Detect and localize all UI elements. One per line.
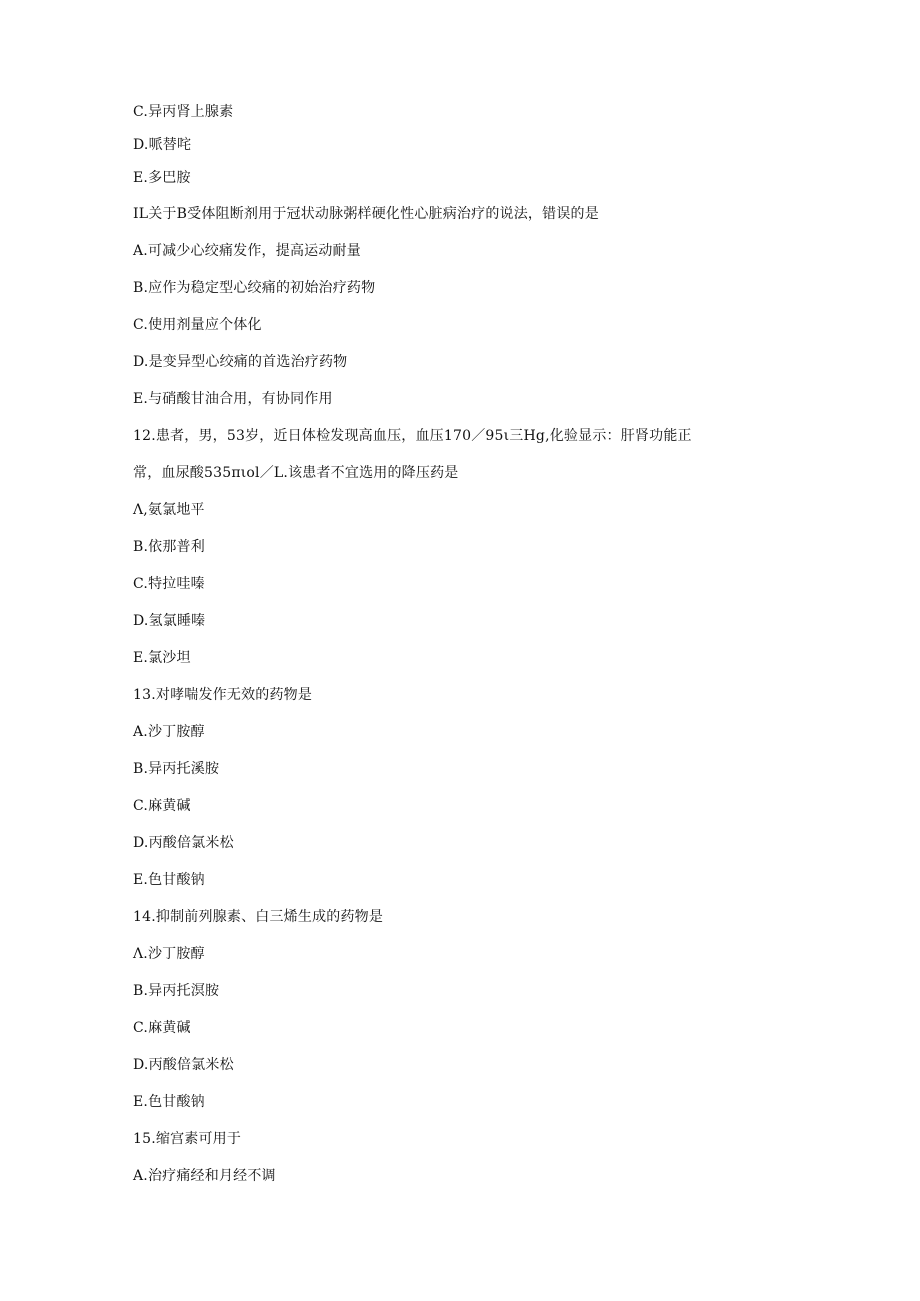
option-line: A.沙丁胺醇 xyxy=(133,724,205,740)
option-line: D.丙酸倍氯米松 xyxy=(133,1057,234,1073)
option-line: C.麻黄碱 xyxy=(133,798,191,814)
option-line: B.依那普利 xyxy=(133,539,205,555)
question-line: 14.抑制前列腺素、白三烯生成的药物是 xyxy=(133,909,384,925)
question-line: 13.对哮喘发作无效的药物是 xyxy=(133,687,313,703)
question-line: 常，血尿酸535πιol／L.该患者不宜选用的降压药是 xyxy=(133,465,459,481)
option-line: C.麻黄碱 xyxy=(133,1020,191,1036)
option-line: Λ.沙丁胺醇 xyxy=(133,946,205,962)
option-line: Λ,氨氯地平 xyxy=(133,502,205,518)
option-line: C.异丙肾上腺素 xyxy=(133,104,234,120)
option-line: B.应作为稳定型心绞痛的初始治疗药物 xyxy=(133,280,376,296)
option-line: A.治疗痛经和月经不调 xyxy=(133,1168,276,1184)
question-line: 15.缩宫素可用于 xyxy=(133,1131,242,1147)
option-line: A.可减少心绞痛发作，提高运动耐量 xyxy=(133,243,361,259)
option-line: E.色甘酸钠 xyxy=(133,1094,205,1110)
option-line: D.丙酸倍氯米松 xyxy=(133,835,234,851)
option-line: C.使用剂量应个体化 xyxy=(133,317,262,333)
option-line: C.特拉哇嗪 xyxy=(133,576,205,592)
option-line: D.是变异型心绞痛的首选治疗药物 xyxy=(133,354,348,370)
option-line: D.哌替咤 xyxy=(133,137,192,153)
option-line: E.多巴胺 xyxy=(133,170,191,186)
option-line: E.与硝酸甘油合用，有协同作用 xyxy=(133,391,333,407)
option-line: D.氢氯睡嗪 xyxy=(133,613,206,629)
question-line: IL关于B受体阻断剂用于冠状动脉粥样硬化性心脏病治疗的说法，错误的是 xyxy=(133,206,599,222)
option-line: B.异丙托溪胺 xyxy=(133,761,220,777)
option-line: B.异丙托溟胺 xyxy=(133,983,220,999)
question-line: 12.患者，男，53岁，近日体检发现高血压，血压170／95ι三Hg,化验显示：肝肾功能正 xyxy=(133,428,692,444)
option-line: E.氯沙坦 xyxy=(133,650,191,666)
option-line: E.色甘酸钠 xyxy=(133,872,205,888)
